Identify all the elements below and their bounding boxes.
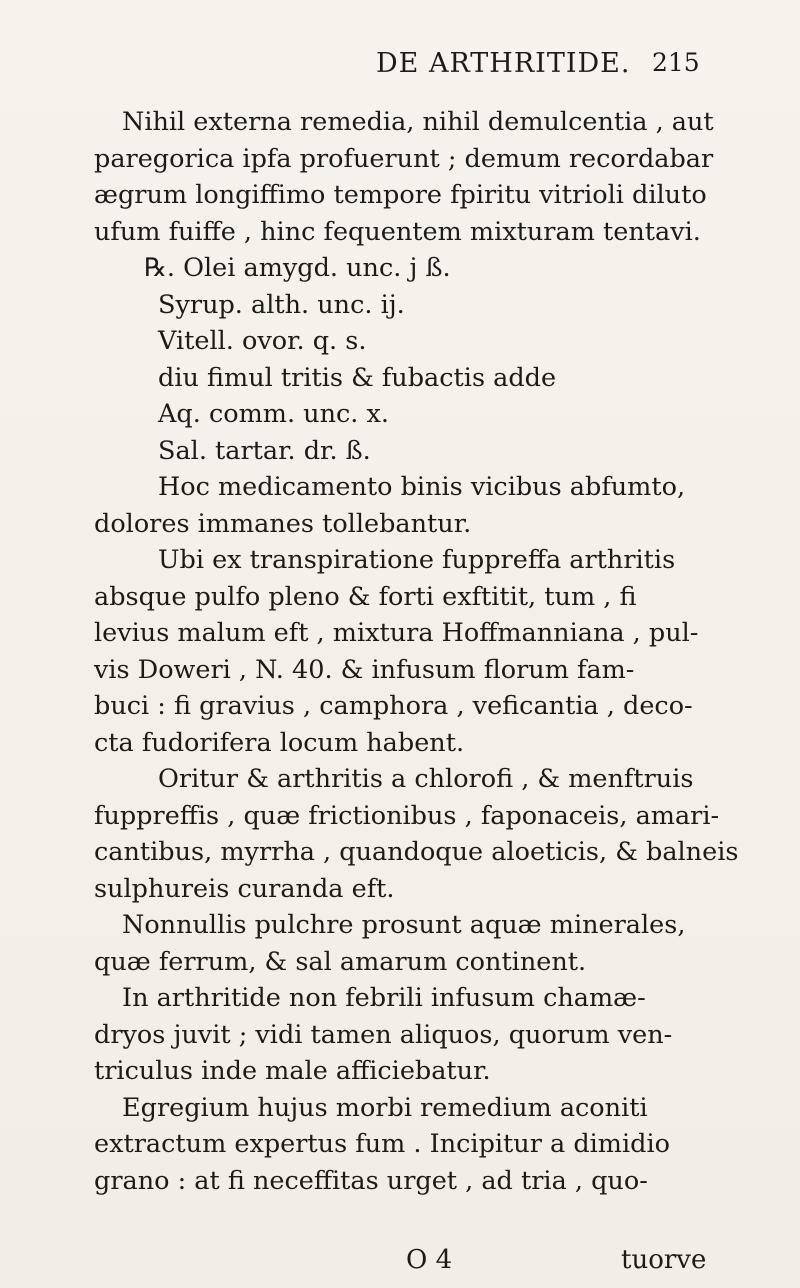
text-line: cta fudorifera locum habent. — [94, 727, 465, 758]
text-line: ufum fuiffe , hinc fequentem mixturam tentavi. — [94, 216, 701, 247]
prescription-line: Syrup. alth. unc. ij. — [158, 289, 405, 320]
text-line: buci : fi gravius , camphora , veficantia , deco- — [94, 691, 693, 721]
prescription-line: Aq. comm. unc. x. — [158, 399, 389, 429]
prescription-line: diu fimul tritis & fubactis adde — [158, 362, 557, 393]
text-line: triculus inde male afficiebatur. — [94, 1056, 491, 1086]
text-line: quæ ferrum, & sal amarum continent. — [94, 946, 587, 977]
text-line: sulphureis curanda eft. — [94, 873, 395, 904]
text-line: absque pulfo pleno & forti exftitit, tum , fi — [94, 581, 637, 612]
catchword: tuorve — [621, 1245, 707, 1275]
text-line: extractum expertus fum . Incipitur a dimidio — [94, 1129, 670, 1159]
running-head: DE ARTHRITIDE. — [376, 48, 631, 79]
text-line: Nihil externa remedia, nihil demulcentia , aut — [122, 107, 714, 137]
text-line: dolores immanes tollebantur. — [94, 508, 472, 539]
text-line: vis Doweri , N. 40. & infusum florum fam- — [94, 654, 635, 685]
text-line: ægrum longiffimo tempore fpiritu vitrioli diluto — [94, 180, 707, 210]
text-line: cantibus, myrrha , quandoque aloeticis, & balneis — [94, 837, 739, 867]
text-line: grano : at fi neceffitas urget , ad tria , quo- — [94, 1165, 648, 1196]
text-line: Oritur & arthritis a chlorofi , & menftruis — [158, 764, 694, 794]
signature-mark: O 4 — [406, 1245, 453, 1275]
body-text — [94, 104, 739, 1199]
text-line: fuppreffis , quæ frictionibus , faponaceis, amari- — [94, 800, 720, 831]
page-number: 215 — [652, 48, 700, 77]
page-header — [0, 48, 800, 88]
text-line: Ubi ex transpiratione fuppreffa arthritis — [158, 545, 676, 575]
text-line: paregorica ipfa profuerunt ; demum recordabar — [94, 143, 714, 174]
prescription-line: Sal. tartar. dr. ß. — [158, 435, 371, 466]
text-line: Egregium hujus morbi remedium aconiti — [122, 1092, 648, 1123]
prescription-line: Vitell. ovor. q. s. — [158, 326, 367, 356]
text-line: Nonnullis pulchre prosunt aquæ minerales, — [122, 910, 686, 940]
text-line: Hoc medicamento binis vicibus abfumto, — [158, 472, 686, 502]
text-line: levius malum eft , mixtura Hoffmanniana , pul- — [94, 618, 699, 648]
text-line: In arthritide non febrili infusum chamæ- — [122, 983, 646, 1013]
text-line: dryos juvit ; vidi tamen aliquos, quorum ven- — [94, 1019, 673, 1050]
page-footer — [0, 1245, 800, 1281]
prescription-line: ℞. Olei amygd. unc. j ß. — [144, 253, 451, 283]
